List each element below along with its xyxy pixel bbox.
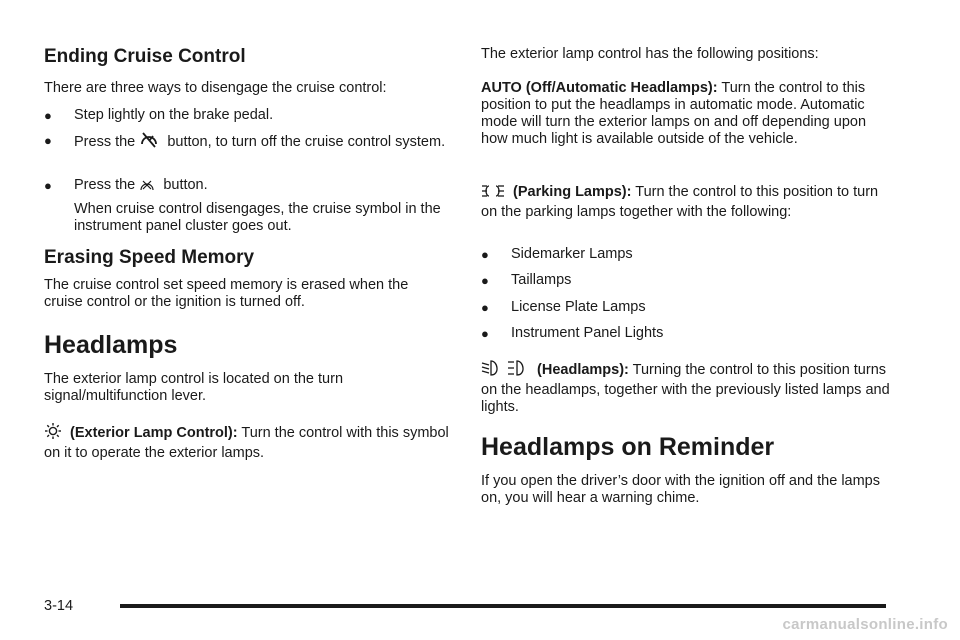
headlamps-paragraph: (Headlamps): Turning the control to this position turns on the headlamps, together with the previously listed lamps and lights.	[481, 359, 891, 416]
headlamp-icon	[481, 359, 529, 382]
positions-intro: The exterior lamp control has the following positions:	[481, 46, 819, 62]
headlamps-on-reminder-heading: Headlamps on Reminder	[481, 433, 775, 461]
exterior-lamp-icon	[44, 422, 62, 445]
ending-cruise-control-heading: Ending Cruise Control	[44, 46, 246, 67]
bullet-icon: ●	[481, 300, 489, 315]
list-item: ● Sidemarker Lamps	[481, 246, 633, 262]
bullet-icon: ●	[481, 247, 489, 262]
list-item: ● Instrument Panel Lights	[481, 325, 664, 341]
bullet-icon: ●	[44, 108, 52, 123]
bullet-icon: ●	[481, 273, 489, 288]
list-item: ● License Plate Lamps	[481, 299, 646, 315]
ending-note: When cruise control disengages, the cruise symbol in the instrument panel cluster goes out.	[74, 201, 441, 234]
exterior-lamp-control: (Exterior Lamp Control): Turn the control with this symbol on it to operate the exterior lamps.	[44, 422, 454, 462]
headlamps-intro: The exterior lamp control is located on the turn signal/multifunction lever.	[44, 371, 344, 404]
ending-intro: There are three ways to disengage the cruise control:	[44, 80, 387, 96]
list-item: ● Press the button, to turn off the cruise control system.	[44, 131, 454, 155]
page-number: 3-14	[44, 598, 74, 614]
list-item: ● Step lightly on the brake pedal.	[44, 107, 274, 123]
watermark: carmanualsonline.info	[782, 616, 948, 633]
bullet-icon: ●	[481, 326, 489, 341]
headlamps-heading: Headlamps	[44, 331, 178, 359]
cruise-cancel-icon	[139, 178, 155, 198]
erasing-text: The cruise control set speed memory is erased when the cruise control or the ignition is turned off.	[44, 277, 409, 310]
bullet-icon: ●	[44, 178, 52, 193]
parking-lamps-paragraph: (Parking Lamps): Turn the control to this position to turn on the parking lamps together with the following:	[481, 184, 879, 220]
auto-headlamps-paragraph: AUTO (Off/Automatic Headlamps): Turn the control to this position to put the headlamps in automatic mode. Automatic mode will turn the exterior lamps on and off depending upon how much light is available outside of the vehicle.	[481, 80, 867, 147]
parking-lamp-icon	[481, 183, 505, 204]
list-item: ● Press the button.	[44, 176, 208, 198]
cruise-on-off-icon	[139, 131, 159, 155]
list-item: ● Taillamps	[481, 272, 572, 288]
reminder-text: If you open the driver’s door with the ignition off and the lamps on, you will hear a warning chime.	[481, 473, 880, 506]
footer-rule	[120, 604, 886, 608]
bullet-icon: ●	[44, 133, 52, 148]
erasing-speed-memory-heading: Erasing Speed Memory	[44, 247, 255, 268]
